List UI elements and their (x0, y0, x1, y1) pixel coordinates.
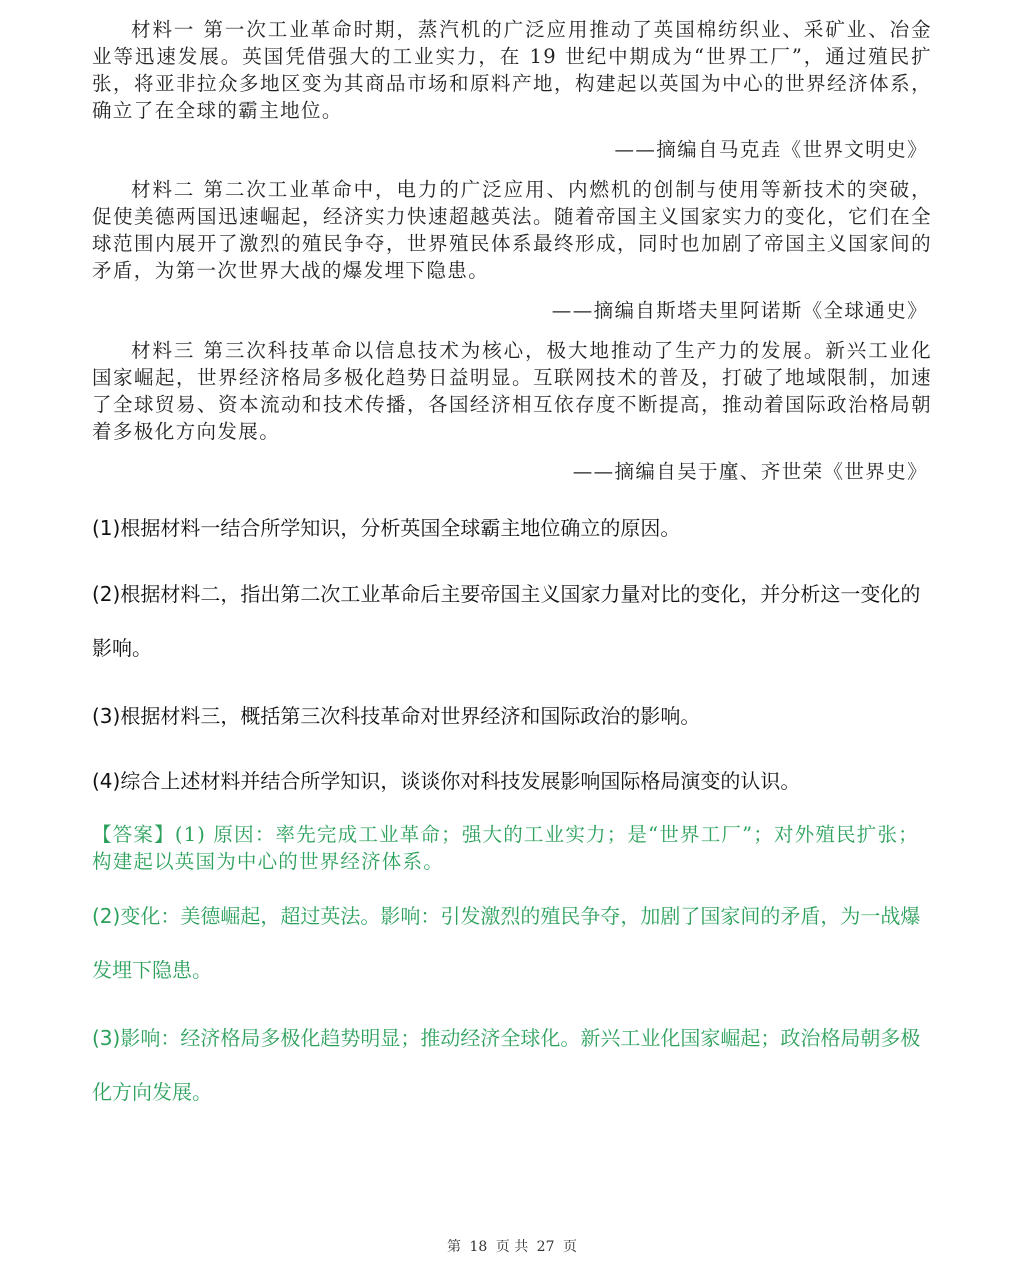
question-3: (3)根据材料三，概括第三次科技革命对世界经济和国际政治的影响。 (92, 704, 701, 728)
answer-2: (2)变化：美德崛起，超过英法。影响：引发激烈的殖民争夺，加剧了国家间的矛盾，为一战爆发埋下隐患。 (92, 904, 921, 982)
question-4: (4)综合上述材料并结合所学知识，谈谈你对科技发展影响国际格局演变的认识。 (92, 769, 801, 793)
footer-total-pages: 27 (536, 1239, 555, 1255)
material-two-source: ——摘编自斯塔夫里阿诺斯《全球通史》 (551, 299, 928, 322)
footer-middle: 页 共 (495, 1239, 529, 1255)
material-three-text: 材料三 第三次科技革命以信息技术为核心，极大地推动了生产力的发展。新兴工业化国家崛起，世界经济格局多极化趋势日益明显。互联网技术的普及，打破了地域限制，加速了全球贸易、资本流动和技术传播，各国经济相互依存度不断提高，推动着国际政治格局朝着多极化方向发展。 (92, 339, 932, 443)
question-2: (2)根据材料二，指出第二次工业革命后主要帝国主义国家力量对比的变化，并分析这一变化的影响。 (92, 582, 921, 660)
material-three-source: ——摘编自吴于廑、齐世荣《世界史》 (572, 460, 928, 483)
answer-tag: 【答案】 (92, 823, 175, 846)
material-one-source: ——摘编自马克垚《世界文明史》 (614, 138, 928, 161)
answer-1-text: (1) 原因：率先完成工业革命；强大的工业实力；是“世界工厂”；对外殖民扩张；构建起以英国为中心的世界经济体系。 (92, 823, 919, 873)
material-one-text: 材料一 第一次工业革命时期，蒸汽机的广泛应用推动了英国棉纺织业、采矿业、冶金业等迅速发展。英国凭借强大的工业实力，在 19 世纪中期成为“世界工厂”，通过殖民扩张，将亚非拉众多地区变为其商品市场和原料产地，构建起以英国为中心的世界经济体系，确立了在全球的霸主地位。 (92, 18, 932, 122)
footer-prefix: 第 (447, 1239, 462, 1255)
material-two-text: 材料二 第二次工业革命中，电力的广泛应用、内燃机的创制与使用等新技术的突破，促使美德两国迅速崛起，经济实力快速超越英法。随着帝国主义国家实力的变化，它们在全球范围内展开了激烈的殖民争夺，世界殖民体系最终形成，同时也加剧了帝国主义国家间的矛盾，为第一次世界大战的爆发埋下隐患。 (92, 178, 932, 282)
page-footer (0, 1236, 1024, 1256)
answer-1 (92, 821, 934, 875)
question-1: (1)根据材料一结合所学知识，分析英国全球霸主地位确立的原因。 (92, 516, 681, 540)
answer-3: (3)影响：经济格局多极化趋势明显；推动经济全球化。新兴工业化国家崛起；政治格局朝多极化方向发展。 (92, 1026, 921, 1104)
footer-suffix: 页 (562, 1239, 577, 1255)
footer-current-page: 18 (469, 1239, 488, 1255)
